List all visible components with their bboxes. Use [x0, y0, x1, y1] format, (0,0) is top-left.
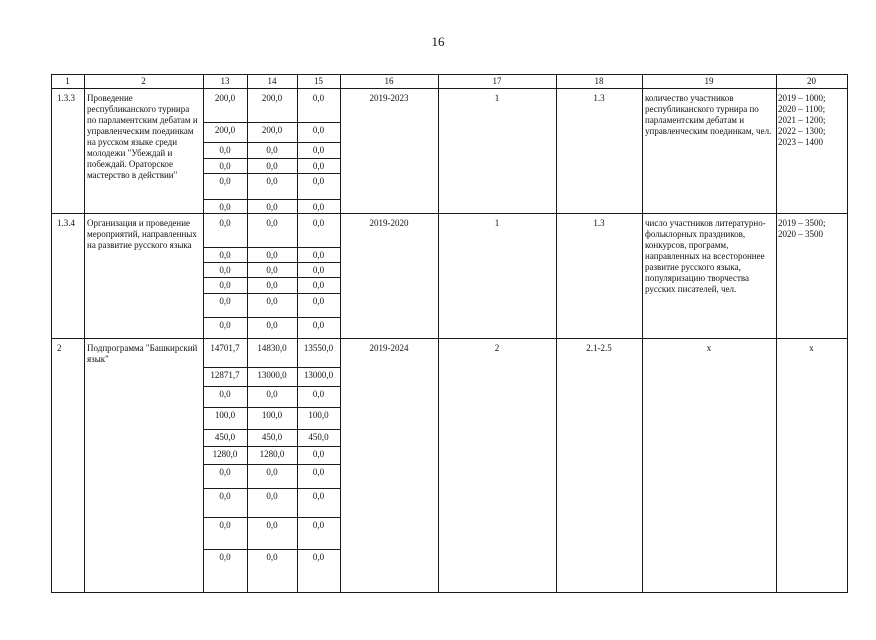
amount-value: 0,0: [219, 176, 231, 186]
subrow-line: [203, 293, 340, 294]
row-code: 1.3.3: [57, 93, 75, 103]
amount-value: 0,0: [219, 218, 231, 228]
column-header: 2: [141, 76, 146, 86]
amount-value: 14830,0: [257, 343, 287, 353]
amount-value: 0,0: [266, 161, 278, 171]
amount-value: 0,0: [266, 218, 278, 228]
amount-value: 0,0: [312, 202, 325, 212]
amount-value: 0,0: [219, 389, 231, 399]
amount-value: 0,0: [219, 250, 231, 260]
amount-value: 0,0: [312, 320, 325, 330]
amount-value: 0,0: [312, 449, 325, 459]
amount-value: 0,0: [312, 552, 325, 562]
column-line: [340, 74, 341, 593]
amount-value: 0,0: [312, 467, 325, 477]
amount-value: 0,0: [266, 250, 278, 260]
row-separator: [51, 213, 847, 214]
amount-value: 0,0: [266, 202, 278, 212]
amount-value: 200,0: [214, 125, 236, 135]
amount-value: 100,0: [261, 410, 283, 420]
subrow-line: [203, 464, 340, 465]
period: 2019-2024: [369, 343, 409, 353]
amount-value: 0,0: [312, 265, 325, 275]
col17-value: 1: [494, 93, 500, 103]
amount-value: 13550,0: [303, 343, 334, 353]
column-header: 1: [65, 76, 70, 86]
subrow-line: [203, 488, 340, 489]
amount-value: 0,0: [219, 320, 231, 330]
amount-value: 0,0: [266, 520, 278, 530]
column-line: [847, 74, 848, 593]
amount-value: 0,0: [312, 389, 325, 399]
amount-value: 0,0: [266, 265, 278, 275]
subrow-line: [203, 407, 340, 408]
subrow-line: [203, 122, 340, 123]
amount-value: 0,0: [219, 520, 231, 530]
column-header: 14: [267, 76, 277, 86]
amount-value: 0,0: [266, 176, 278, 186]
col17-value: 2: [494, 343, 500, 353]
amount-value: 0,0: [266, 491, 278, 501]
subrow-line: [203, 199, 340, 200]
col18-value: 1.3: [593, 93, 605, 103]
amount-value: 1280,0: [212, 449, 238, 459]
subrow-line: [203, 262, 340, 263]
amount-value: 0,0: [219, 296, 231, 306]
subrow-line: [203, 429, 340, 430]
amount-value: 100,0: [308, 410, 329, 420]
amount-value: 14701,7: [210, 343, 240, 353]
subrow-line: [203, 517, 340, 518]
amount-value: 13000,0: [257, 370, 287, 380]
column-header: 16: [384, 76, 394, 86]
amount-value: 450,0: [214, 432, 236, 442]
amount-value: 200,0: [261, 125, 283, 135]
amount-value: 0,0: [219, 491, 231, 501]
amount-value: 1280,0: [259, 449, 285, 459]
target-values: х: [809, 343, 814, 353]
column-header: 19: [704, 76, 714, 86]
amount-value: 0,0: [312, 161, 325, 171]
amount-value: 12871,7: [210, 370, 240, 380]
amount-value: 0,0: [312, 145, 325, 155]
amount-value: 13000,0: [303, 370, 334, 380]
column-line: [51, 74, 52, 593]
subrow-line: [203, 247, 340, 248]
amount-value: 0,0: [266, 320, 278, 330]
amount-value: 0,0: [219, 265, 231, 275]
column-header: 13: [220, 76, 230, 86]
column-line: [84, 74, 85, 593]
amount-value: 0,0: [266, 145, 278, 155]
column-header: 17: [492, 76, 502, 86]
subrow-line: [203, 277, 340, 278]
row-code: 1.3.4: [57, 218, 75, 228]
amount-value: 0,0: [219, 552, 231, 562]
row-separator: [51, 338, 847, 339]
amount-value: 0,0: [219, 467, 231, 477]
row-name: Организация и проведение мероприятий, направленных на развитие русского языка: [87, 218, 197, 250]
amount-value: 0,0: [312, 176, 325, 186]
indicator-text: х: [706, 343, 712, 353]
subrow-line: [203, 173, 340, 174]
amount-value: 0,0: [266, 389, 278, 399]
amount-value: 200,0: [261, 93, 283, 103]
subrow-line: [203, 142, 340, 143]
target-values: 2019 – 1000; 2020 – 1100; 2021 – 1200; 2022 – 1300; 2023 – 1400: [778, 93, 826, 147]
col17-value: 1: [494, 218, 500, 228]
indicator-text: число участников литературно-фольклорных праздников, конкурсов, программ, направленных на всестороннее развитие русского языка, популяризацию творчества русских писателей, чел.: [645, 218, 766, 294]
amount-value: 0,0: [312, 93, 325, 103]
subrow-line: [203, 386, 340, 387]
subrow-line: [203, 367, 340, 368]
row-name: Подпрограмма "Башкирский язык": [87, 343, 198, 364]
amount-value: 0,0: [312, 296, 325, 306]
amount-value: 0,0: [266, 296, 278, 306]
column-header: 20: [807, 76, 816, 86]
column-line: [556, 74, 557, 593]
column-line: [776, 74, 777, 593]
amount-value: 0,0: [266, 280, 278, 290]
amount-value: 0,0: [266, 467, 278, 477]
amount-value: 200,0: [214, 93, 236, 103]
column-line: [642, 74, 643, 593]
column-header: 18: [594, 76, 604, 86]
amount-value: 0,0: [312, 250, 325, 260]
subrow-line: [203, 317, 340, 318]
row-code: 2: [57, 343, 62, 353]
subrow-line: [203, 158, 340, 159]
amount-value: 0,0: [312, 491, 325, 501]
amount-value: 0,0: [219, 280, 231, 290]
amount-value: 0,0: [219, 202, 231, 212]
column-line: [438, 74, 439, 593]
table-border-bottom: [51, 592, 847, 593]
subrow-line: [203, 549, 340, 550]
amount-value: 100,0: [214, 410, 236, 420]
column-header: 15: [314, 76, 323, 86]
amount-value: 450,0: [261, 432, 283, 442]
amount-value: 0,0: [312, 520, 325, 530]
header-bottom-line: [51, 88, 847, 89]
amount-value: 0,0: [312, 125, 325, 135]
col18-value: 2.1-2.5: [586, 343, 612, 353]
indicator-text: количество участников республиканского турнира по парламентским дебатам и управленческим поединкам, чел.: [645, 93, 772, 136]
period: 2019-2023: [369, 93, 409, 103]
amount-value: 0,0: [219, 161, 231, 171]
row-name: Проведение республиканского турнира по парламентским дебатам и управленческим поединкам на русском языке среди молодежи "Убеждай и побеждай. Ораторское мастерство в действии": [87, 93, 198, 180]
col18-value: 1.3: [593, 218, 605, 228]
amount-value: 0,0: [219, 145, 231, 155]
amount-value: 0,0: [312, 280, 325, 290]
page-number: 16: [431, 34, 445, 49]
data-table: [51, 74, 847, 592]
target-values: 2019 – 3500; 2020 – 3500: [778, 218, 826, 239]
amount-value: 0,0: [266, 552, 278, 562]
table-border-top: [51, 74, 847, 75]
subrow-line: [203, 446, 340, 447]
period: 2019-2020: [369, 218, 409, 228]
amount-value: 0,0: [312, 218, 325, 228]
amount-value: 450,0: [308, 432, 329, 442]
